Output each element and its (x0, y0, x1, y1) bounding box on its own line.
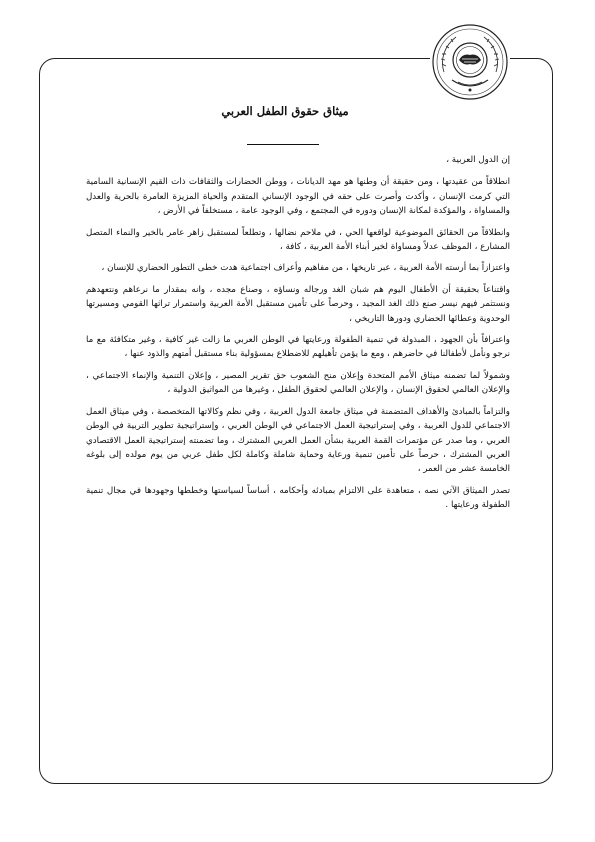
paragraph: وانطلاقاً من الحقائق الموضوعية لواقعها الحي ، في ملاحم نضالها ، وتطلعاً لمستقبل زاهر عامر بالخير والنماء المتصل المشارع ، الموظف عدلاً ومساواة لخير أبناء الأمة العربية ، كافة ، (86, 227, 510, 253)
paragraph: واعترافاً بأن الجهود ، المبذولة في تنمية الطفولة ورعايتها في الوطن العربي ما زالت غير كافية ، وغير متكافئة مع ما نرجو ونأمل لأطفالنا في حاضرهم ، ومع ما يؤمن تأهيلهم للاضطلاع بمسؤولية بناء مستقبل أمتهم والذود عنها ، (86, 335, 510, 360)
title-underline (247, 144, 319, 145)
salutation: إن الدول العربية ، (446, 155, 510, 165)
paragraph: انطلاقاً من عقيدتها ، ومن حقيقة أن وطنها هو مهد الديانات ، ووطن الحضارات والثقافات ذات القيم الإنسانية السامية التي كرمت الإنسان ، وأكدت وأصرت على حقه في الوجود الإنساني المتقدم والحياة المزيزة العامرة بالحرية والعدل والمساواة ، والمؤكدة لمكانة الإنسان ودوره في المجتمع ، وفي الوجود عامة ، مستخلفاً في الأرض ، (86, 177, 510, 217)
document-title: ميثاق حقوق الطفل العربي (221, 104, 349, 118)
paragraph: تصدر الميثاق الآتي نصه ، متعاهدة على الالتزام بمبادئه وأحكامه ، أساساً لسياستها وخططها وجهودها في مجال تنمية الطفولة ورعايتها . (86, 485, 510, 511)
arab-league-emblem-icon (430, 22, 510, 102)
paragraph: واقتناعاً بحقيقة أن الأطفال اليوم هم شبان الغد ورجاله ونساؤه ، وصناع مجده ، وانه بمقدار ما نرعاهم ونتعهدهم ونستثمر فيهم نيسر صنع ذلك الغد المجيد ، وحرصاً على تأمين مستقبل الأمة العربية واستمرار تراثها القومي ومسيرتها الوحدوية وعطائها الحضاري ودورها التاريخي ، (86, 284, 510, 324)
document-body (86, 153, 510, 520)
paragraph: واعتزازاً بما أرسته الأمة العربية ، عبر تاريخها ، من مفاهيم وأعراف اجتماعية هدت خطى التطور الحضاري للإنسان ، (101, 263, 510, 274)
paragraph: والتزاماً بالمبادئ والأهداف المتضمنة في ميثاق جامعة الدول العربية ، وفي نظم وكالاتها المتخصصة ، وفي ميثاق العمل الاجتماعي للدول العربية ، وفي إستراتيجية العمل الاجتماعي في الوطن العربي ، وإستراتيجية تطوير التربية في الوطن العربي ، وما صدر عن مؤتمرات القمة العربية بشأن العمل العربي المشترك ، وما تضمنته إستراتيجية العمل الاقتصادي العربي المشترك ، حرصاً على تأمين تنمية ورعاية وحماية شاملة وكاملة لكل طفل عربي من يوم مولده إلى بلوغه الخامسة عشر من العمر ، (86, 406, 510, 475)
paragraph: وشمولاً لما تضمنه ميثاق الأمم المتحدة وإعلان منح الشعوب حق تقرير المصير ، وإعلان التنمية والإنماء الاجتماعي ، والإعلان العالمي لحقوق الإنسان ، والإعلان العالمي لحقوق الطفل ، وغيرها من المواثيق الدولية ، (86, 370, 510, 396)
